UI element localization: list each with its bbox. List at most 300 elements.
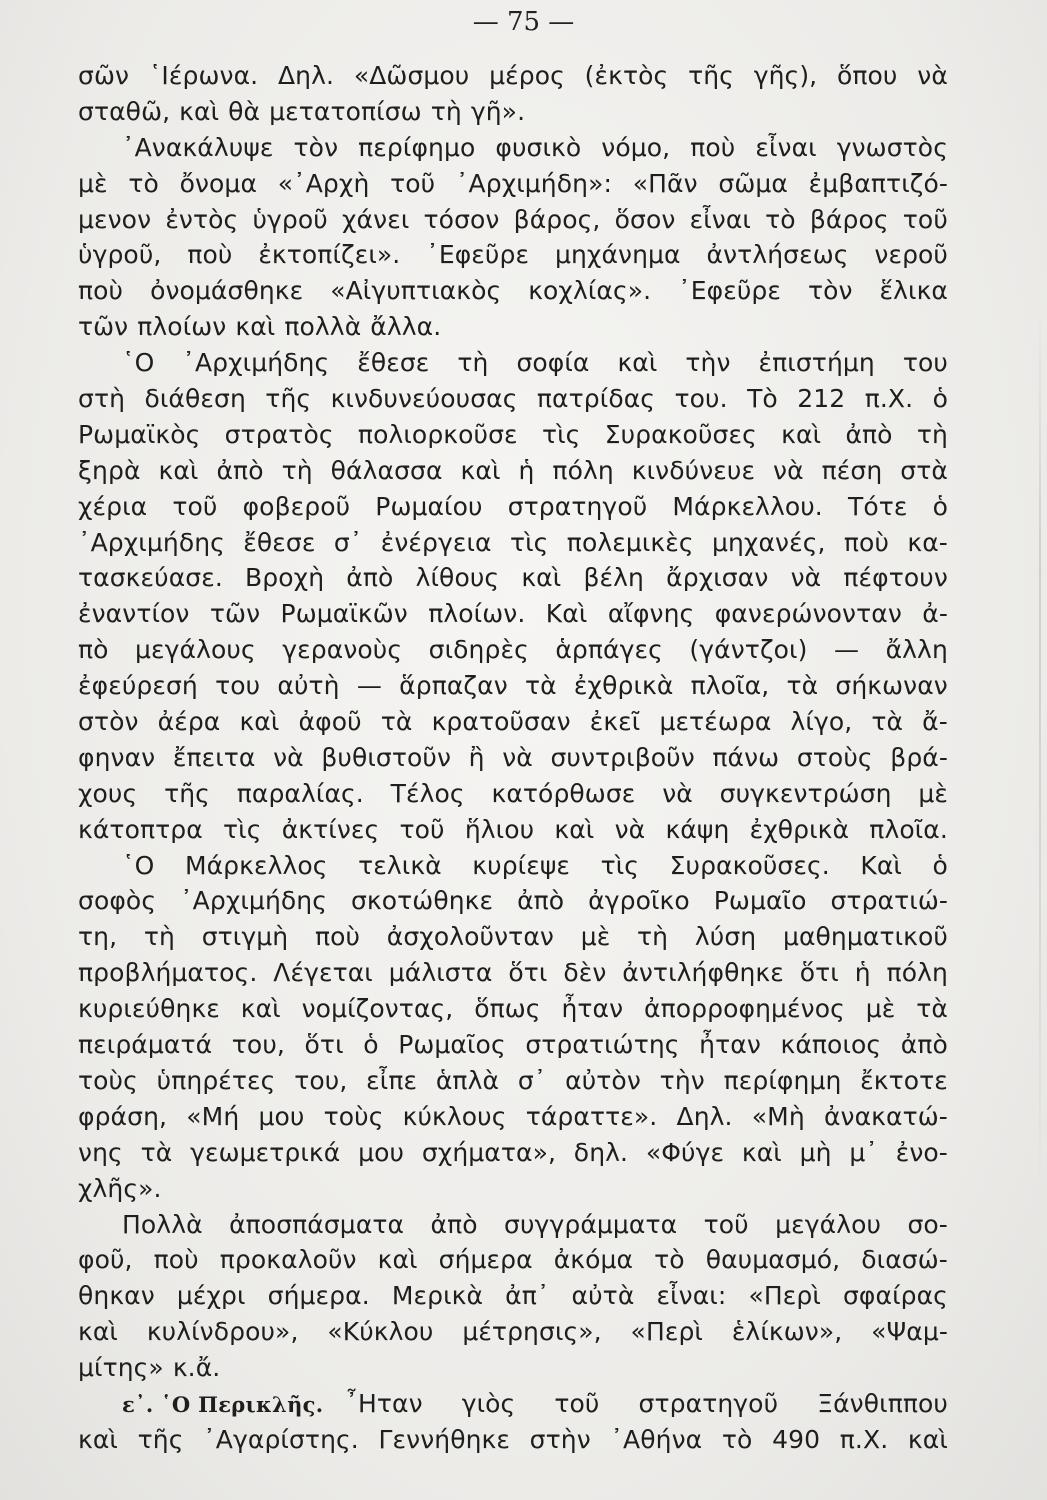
- word: ὅτι: [799, 958, 839, 988]
- word: κυριεύθηκε: [78, 994, 220, 1024]
- word: «Ψαμ-: [871, 1317, 948, 1347]
- word: Τὸ: [747, 384, 778, 414]
- word: καὶ: [521, 563, 562, 593]
- word: καὶ: [78, 1317, 118, 1347]
- word: βέλη: [583, 563, 644, 593]
- text-line-content: [122, 130, 948, 166]
- word: Γεννήθηκε: [378, 1424, 511, 1454]
- word: νης: [78, 1137, 123, 1167]
- word: 490: [772, 1424, 821, 1454]
- word: ἡ: [518, 455, 535, 485]
- word: δηλ.: [573, 1137, 629, 1167]
- word: «Μή: [186, 1101, 240, 1131]
- word: μετατοπίσω: [269, 96, 422, 126]
- text-line-content: [78, 812, 948, 848]
- text-line-content: [78, 955, 948, 991]
- section-second-line: [78, 1422, 948, 1458]
- word: ἐχθρικὰ: [573, 671, 674, 701]
- text-line: [78, 632, 948, 668]
- word: μεγάλους: [135, 635, 256, 665]
- word: τῆς: [265, 384, 312, 414]
- word: τόσον: [423, 204, 500, 234]
- word: κατόρθωσε: [491, 778, 636, 808]
- word: ὁ: [932, 384, 948, 414]
- word: π.Χ.: [864, 384, 914, 414]
- word: τὸν: [807, 276, 853, 306]
- text-line: [78, 1242, 948, 1278]
- word: αἴφνης: [607, 599, 695, 629]
- word: Καὶ: [860, 850, 902, 880]
- word: τὰ: [524, 671, 557, 701]
- word: εἶπε: [366, 1065, 418, 1095]
- word: 212: [797, 384, 846, 414]
- text-line: [78, 525, 948, 561]
- word: δὲν: [563, 958, 607, 988]
- word: ἀπὸ: [430, 1209, 478, 1239]
- word: ἀντλήσεως: [706, 240, 849, 270]
- word: ὑγροῦ,: [78, 240, 162, 270]
- word: τὴν: [659, 1065, 705, 1095]
- word: ῾Ο: [122, 348, 155, 378]
- text-line-content: [78, 1171, 948, 1207]
- word: πέση: [821, 455, 883, 485]
- word: ἥλιου: [464, 814, 535, 844]
- word: καὶ: [377, 1245, 418, 1275]
- word: ἀπὸ: [845, 419, 893, 449]
- text-line-content: [78, 237, 948, 273]
- word: στρατηγοῦ: [507, 491, 648, 521]
- text-line-content: [78, 668, 948, 704]
- word: σήκωναν: [835, 671, 948, 701]
- word: Πολλὰ: [122, 1209, 203, 1239]
- text-line-content: [78, 58, 948, 94]
- word: ἀκόμα: [553, 1245, 634, 1275]
- word: ποὺ: [78, 276, 124, 306]
- word: τὴ: [457, 348, 489, 378]
- word: ἔθεσε: [243, 527, 316, 557]
- word: ἀπορροφημένος: [644, 994, 845, 1024]
- word: Συρακοῦσες.: [669, 850, 830, 880]
- word: τῶν: [209, 599, 261, 629]
- word: ἀπὸ: [517, 886, 565, 916]
- word: τασκεύασε.: [78, 563, 223, 593]
- word: ῏Ηταν: [345, 1388, 423, 1418]
- word: ἦταν: [561, 994, 624, 1024]
- word: στὸν: [78, 707, 139, 737]
- word: «Κύκλου: [327, 1317, 434, 1347]
- text-line-content: [122, 848, 948, 884]
- text-line: [78, 273, 948, 309]
- word: «Πᾶν: [632, 168, 698, 198]
- word: (ἐκτὸς: [584, 61, 669, 90]
- word: ᾿Ανακάλυψε: [122, 132, 274, 162]
- word: θαυμασμό,: [705, 1245, 841, 1275]
- word: τοῦ: [703, 1209, 749, 1239]
- word: ὅπου: [836, 61, 898, 90]
- word: εἶναι: [755, 132, 817, 162]
- text-line-content: [122, 1207, 948, 1243]
- word: ἀγροῖκο: [588, 886, 690, 916]
- word: ᾿Αθήνα: [610, 1424, 703, 1454]
- text-line: [78, 883, 948, 919]
- word: πάνω: [712, 742, 780, 772]
- text-line: [78, 202, 948, 238]
- word: φηναν: [78, 742, 156, 772]
- word: μὲ: [918, 778, 948, 808]
- text-line: [78, 1350, 948, 1386]
- text-line-content: [78, 1350, 948, 1386]
- word: καὶ: [235, 312, 276, 342]
- text-line: [78, 237, 948, 273]
- word: ὅτι: [304, 1030, 344, 1060]
- section-heading-rest: [345, 1386, 948, 1422]
- word: συγγράμματα: [504, 1209, 678, 1239]
- word: πόλη: [886, 958, 948, 988]
- word: καὶ: [741, 1137, 782, 1167]
- word: του,: [294, 1065, 348, 1095]
- word: σῶμα: [718, 168, 788, 198]
- word: ῾Ιέρωνα.: [148, 61, 259, 90]
- section-second-line-text: [78, 1422, 948, 1458]
- word: τῶν: [78, 312, 129, 342]
- word: συντριβοῦν: [550, 742, 695, 772]
- word: μὲ: [580, 922, 611, 952]
- word: κινδύνευε: [631, 455, 756, 485]
- word: —: [833, 635, 860, 665]
- word: συγκεντρώση: [719, 778, 892, 808]
- text-line: [78, 919, 948, 955]
- word: τὶς: [600, 850, 640, 880]
- word: τὴ: [281, 455, 313, 485]
- text-line: [78, 309, 948, 345]
- word: λίθους: [415, 563, 500, 593]
- word: γερανοὺς: [282, 635, 403, 665]
- text-lines: [78, 58, 948, 1386]
- word: σταθῶ,: [78, 96, 171, 126]
- text-line-content: [78, 560, 948, 596]
- word: π.Χ.: [839, 1424, 889, 1454]
- word: ἐμβαπτιζό-: [808, 168, 948, 198]
- word: ὁ: [932, 850, 948, 880]
- word: τῆς: [164, 778, 210, 808]
- text-line-content: [78, 202, 948, 238]
- word: τὸ: [128, 168, 159, 198]
- word: τὸ: [654, 1245, 685, 1275]
- text-line-content: [78, 525, 948, 561]
- word: ἀσχολοῦνταν: [386, 922, 554, 952]
- word: ποὺ: [314, 922, 361, 952]
- text-line: [78, 668, 948, 704]
- text-line-content: [78, 776, 948, 812]
- word: μαθηματικοῦ: [782, 922, 948, 952]
- word: τὶς: [223, 814, 262, 844]
- word: τελικὰ: [358, 850, 442, 880]
- word: ἄρχισαν: [666, 563, 769, 593]
- word: ἐνο-: [895, 1137, 948, 1167]
- word: γιὸς: [461, 1388, 516, 1418]
- word: ἢ: [468, 742, 485, 772]
- word: διασώ-: [861, 1245, 948, 1275]
- word: Ρωμαϊκὸς: [78, 419, 201, 449]
- text-line: [78, 417, 948, 453]
- word: ἐντὸς: [165, 204, 239, 234]
- word: γῆς),: [753, 61, 818, 90]
- word: ἐχθρικὰ: [749, 814, 850, 844]
- word: καὶ: [78, 1424, 118, 1454]
- text-line-content: [78, 596, 948, 632]
- word: μέτρησις»,: [462, 1317, 602, 1347]
- word: μὲ: [78, 168, 108, 198]
- word: ἔθεσε: [357, 348, 430, 378]
- word: ἀποσπάσματα: [229, 1209, 405, 1239]
- word: τὰ: [871, 707, 904, 737]
- word: χάνει: [342, 204, 410, 234]
- word: Καὶ: [545, 599, 588, 629]
- word: «Φύγε: [645, 1137, 725, 1167]
- word: ἀπ᾿: [505, 1281, 550, 1311]
- word: νὰ: [917, 61, 948, 90]
- text-line-content: [78, 94, 948, 130]
- word: σ᾿: [517, 1065, 547, 1095]
- word: μηχάνημα: [554, 240, 681, 270]
- word: ἀνακατώ-: [823, 1101, 948, 1131]
- word: πολλὰ: [284, 312, 362, 342]
- word: πὸ: [78, 635, 109, 665]
- word: νὰ: [273, 742, 304, 772]
- word: Ρωμαϊκῶν: [280, 599, 408, 629]
- word: «᾿Αρχὴ: [277, 168, 370, 198]
- text-line: [78, 453, 948, 489]
- text-line-content: [78, 883, 948, 919]
- word: τὴ: [916, 419, 948, 449]
- word: κάψη: [665, 814, 730, 844]
- word: ἅρπαζαν: [399, 671, 508, 701]
- word: ἁπλὰ: [435, 1065, 500, 1095]
- word: ᾿Αρχιμήδης: [78, 527, 225, 557]
- word: πατρίδας: [536, 384, 656, 414]
- word: μετέωρα: [659, 707, 772, 737]
- text-line-content: [78, 489, 948, 525]
- text-line: [78, 1027, 948, 1063]
- text-line: [78, 58, 948, 94]
- word: Ξάνθιππου: [817, 1388, 948, 1418]
- word: στὰ: [900, 455, 948, 485]
- word: ὄνομα: [179, 168, 258, 198]
- text-line: [78, 381, 948, 417]
- text-line: [78, 776, 948, 812]
- text-line-content: [78, 1314, 948, 1350]
- word: ᾿Αρχιμήδη»:: [455, 168, 613, 198]
- word: προκαλοῦν: [219, 1245, 357, 1275]
- word: χους: [78, 778, 138, 808]
- text-line-content: [78, 919, 948, 955]
- word: φοῦ,: [78, 1245, 133, 1275]
- word: κυρίεψε: [472, 850, 571, 880]
- word: μ᾿: [849, 1137, 878, 1167]
- word: τὰ: [380, 707, 413, 737]
- word: θάλασσα: [330, 455, 443, 485]
- word: ᾿Εφεῦρε: [678, 276, 782, 306]
- word: Μάρκελλος: [184, 850, 328, 880]
- word: ὀνομάσθηκε: [150, 276, 304, 306]
- text-line: [78, 812, 948, 848]
- word: νὰ: [773, 455, 804, 485]
- word: ξηρὰ: [78, 455, 141, 485]
- word: πειράματά: [78, 1030, 213, 1060]
- word: ποὺ: [187, 240, 233, 270]
- word: ἀπὸ: [216, 455, 264, 485]
- word: μηχανές,: [711, 527, 826, 557]
- word: «Δῶσμου: [353, 61, 470, 90]
- word: Λέγεται: [273, 958, 373, 988]
- word: τὸ: [721, 1424, 753, 1454]
- word: «Αἰγυπτιακὸς: [330, 276, 502, 306]
- text-line: [78, 1099, 948, 1135]
- section-heading-line: [78, 1386, 948, 1422]
- word: ἐκεῖ: [589, 707, 641, 737]
- word: ἐναντίον: [78, 599, 190, 629]
- word: σήμερα: [438, 1245, 533, 1275]
- word: γνωστὸς: [836, 132, 948, 162]
- word: πλοίων: [137, 312, 227, 342]
- word: τοῦ: [390, 168, 436, 198]
- word: χέρια: [78, 491, 148, 521]
- text-line-content: [78, 704, 948, 740]
- word: πλοῖα,: [690, 671, 770, 701]
- word: μου: [358, 1137, 405, 1167]
- word: σῶν: [78, 61, 130, 90]
- word: στὴν: [529, 1424, 591, 1454]
- text-line-content: [78, 309, 948, 345]
- word: τοὺς: [78, 1065, 138, 1095]
- word: νομίζοντας,: [301, 994, 454, 1024]
- word: στρατηγοῦ: [638, 1388, 779, 1418]
- text-line-content: [78, 1278, 948, 1314]
- word: κοχλίας».: [528, 276, 652, 306]
- word: Μερικὰ: [391, 1281, 484, 1311]
- word: ῾Ο: [122, 850, 155, 880]
- text-line: [78, 489, 948, 525]
- word: ἀντιλήφθηκε: [622, 958, 784, 988]
- word: στοὺς: [796, 742, 873, 772]
- word: ἀπὸ: [900, 1030, 948, 1060]
- word: πολεμικὲς: [566, 527, 694, 557]
- word: στρατιώ-: [830, 886, 948, 916]
- word: τὴ: [430, 96, 462, 126]
- word: τὰ: [786, 671, 819, 701]
- word: καὶ: [617, 348, 658, 378]
- text-line-content: [78, 1027, 948, 1063]
- word: περίφημο: [358, 132, 476, 162]
- text-line: [78, 848, 948, 884]
- word: ὅτι: [508, 958, 548, 988]
- word: σιδηρὲς: [428, 635, 529, 665]
- word: ᾿Αρχιμήδης: [182, 348, 330, 378]
- page-number: — 75 —: [472, 7, 575, 37]
- word: μάλιστα: [388, 958, 493, 988]
- word: νὰ: [790, 563, 822, 593]
- text-line: [78, 704, 948, 740]
- word: θὰ: [228, 96, 261, 126]
- word: πλοῖα.: [869, 814, 948, 844]
- word: καὶ: [781, 419, 822, 449]
- word: στιγμὴ: [201, 922, 289, 952]
- word: καὶ: [460, 455, 501, 485]
- word: Βροχὴ: [245, 563, 325, 593]
- word: ὑπηρέτες: [156, 1065, 276, 1095]
- word: καὶ: [239, 707, 280, 737]
- word: σοφία: [516, 348, 590, 378]
- word: τοῦ: [554, 1388, 600, 1418]
- word: κινδυνεύουσας: [330, 384, 518, 414]
- word: καὶ: [158, 455, 199, 485]
- word: διάθεση: [144, 384, 246, 414]
- word: ποὺ: [690, 132, 736, 162]
- word: Ρωμαίου: [375, 491, 483, 521]
- text-line: [78, 1314, 948, 1350]
- word: σχήματα»,: [421, 1137, 557, 1167]
- word: του.: [674, 384, 728, 414]
- word: νὰ: [662, 778, 693, 808]
- word: μὴ: [799, 1137, 832, 1167]
- text-line: [78, 166, 948, 202]
- text-line-content: [78, 632, 948, 668]
- word: πολιορκοῦσε: [357, 419, 518, 449]
- text-line: [78, 991, 948, 1027]
- word: ποὺ: [153, 1245, 199, 1275]
- word: ἔπειτα: [172, 742, 256, 772]
- word: τὴ: [637, 922, 669, 952]
- word: ὑγροῦ: [252, 204, 328, 234]
- word: ἐφεύρεσή: [78, 671, 198, 701]
- word: ἁρπάγες: [555, 635, 663, 665]
- word: πόλη: [552, 455, 614, 485]
- text-line-content: [78, 417, 948, 453]
- word: Ρωμαῖος: [398, 1030, 506, 1060]
- word: Ρωμαῖο: [713, 886, 807, 916]
- word: εἶναι:: [656, 1281, 727, 1311]
- word: στρατιώτης: [525, 1030, 680, 1060]
- word: Μάρκελλου.: [672, 491, 823, 521]
- text-line-content: [78, 273, 948, 309]
- word: ᾿Αγαρίστης.: [203, 1424, 359, 1454]
- word: κύκλους: [402, 1101, 507, 1131]
- word: κ.ἄ.: [172, 1353, 221, 1383]
- word: τοῦ: [399, 814, 445, 844]
- text-line: [78, 1207, 948, 1243]
- word: πλοίων.: [428, 599, 526, 629]
- word: στρατὸς: [224, 419, 334, 449]
- word: κρατοῦσαν: [431, 707, 571, 737]
- word: ἐκτοπίζει».: [258, 240, 401, 270]
- word: μίτης»: [78, 1353, 164, 1383]
- word: τη,: [78, 922, 118, 952]
- text-line-content: [78, 166, 948, 202]
- word: τὶς: [509, 527, 549, 557]
- text-line: [78, 596, 948, 632]
- word: ἑλίκων»,: [731, 1317, 843, 1347]
- word: τῆς: [137, 1424, 184, 1454]
- word: Συρακοῦσες: [604, 419, 757, 449]
- word: τὴ: [143, 922, 175, 952]
- word: Δηλ.: [676, 1101, 733, 1131]
- text-line-content: [78, 991, 948, 1027]
- word: τὰ: [140, 1137, 173, 1167]
- word: τὸν: [293, 132, 339, 162]
- word: κάτοπτρα: [78, 814, 203, 844]
- word: σοφὸς: [78, 886, 157, 916]
- word: τοὺς: [323, 1101, 384, 1131]
